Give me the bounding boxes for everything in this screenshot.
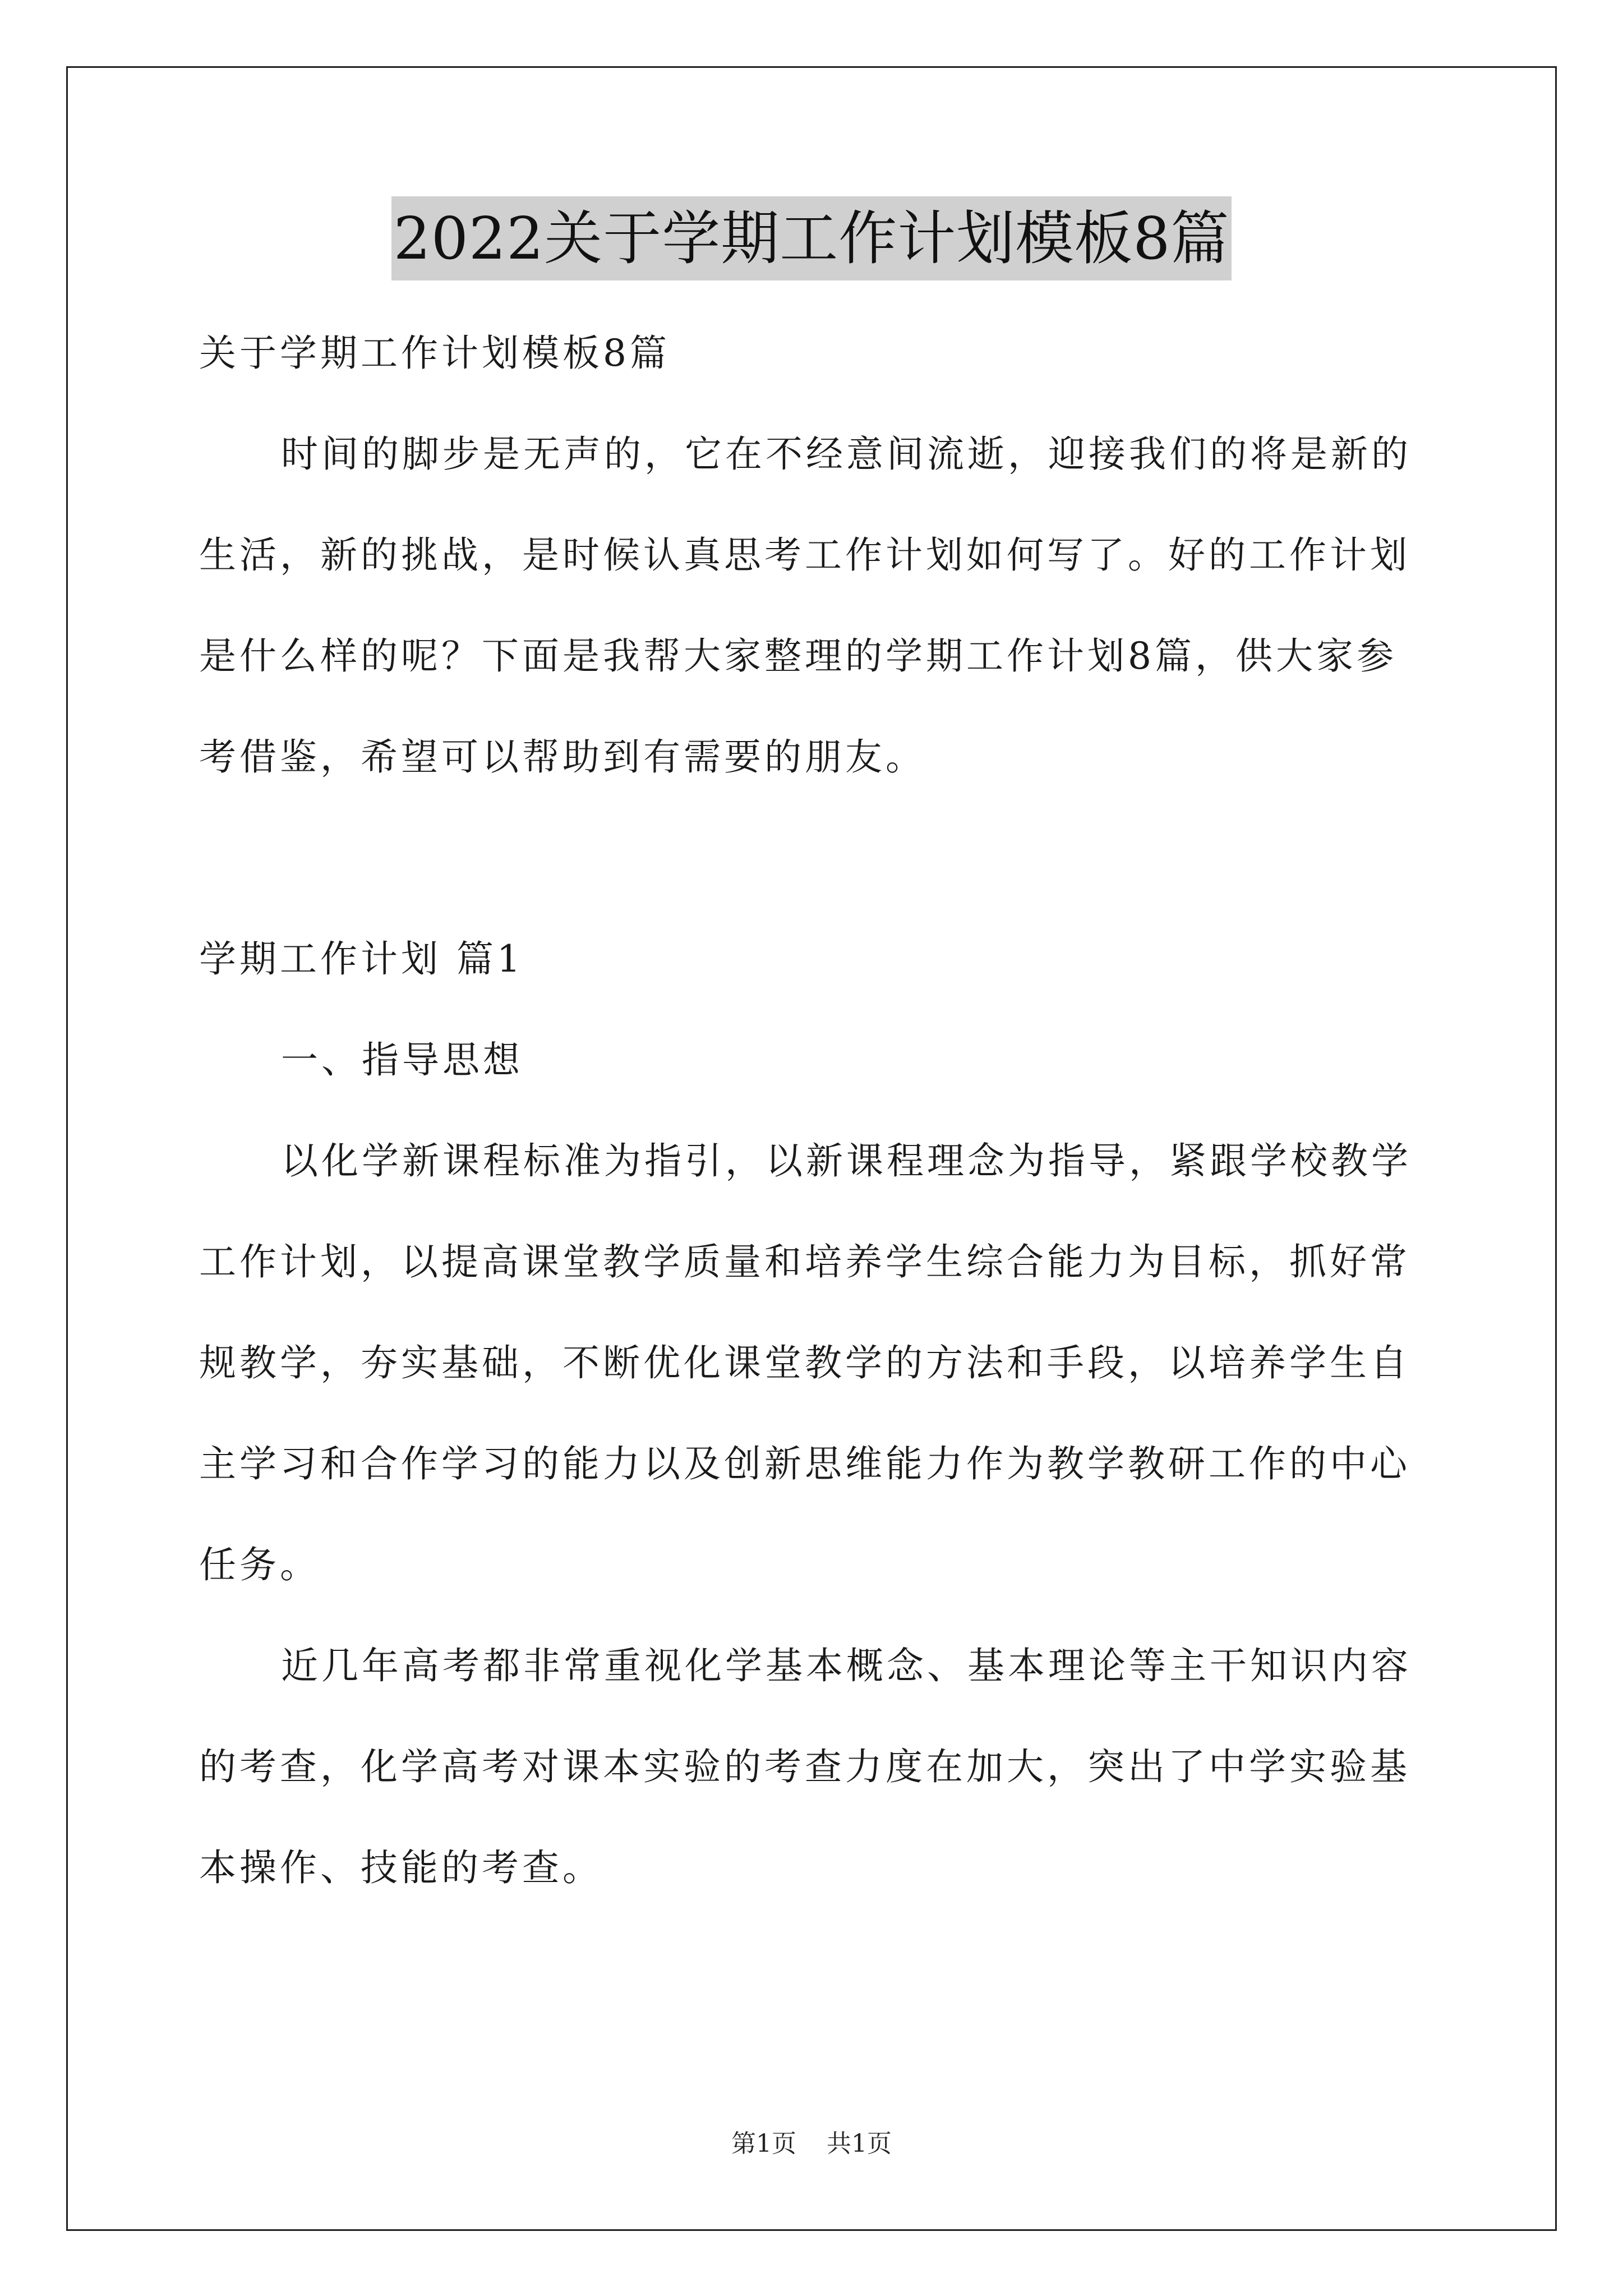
paragraph-line: 工作计划，以提高课堂教学质量和培养学生综合能力为目标，抓好常 [199,1240,1410,1283]
intro-line: 时间的脚步是无声的，它在不经意间流逝，迎接我们的将是新的 [281,432,1412,476]
paragraph-line: 以化学新课程标准为指引，以新课程理念为指导，紧跟学校教学 [281,1139,1412,1182]
section-heading: 学期工作计划 篇1 [199,937,524,981]
paragraph-line: 规教学，夯实基础，不断优化课堂教学的方法和手段，以培养学生自 [199,1341,1410,1384]
document-body [199,303,1433,1918]
paragraph-line: 任务。 [199,1543,320,1586]
subtitle: 关于学期工作计划模板8篇 [199,332,670,375]
paragraph-line: 主学习和合作学习的能力以及创新思维能力作为教学教研工作的中心 [199,1442,1410,1485]
document-title: 2022关于学期工作计划模板8篇 [391,196,1232,280]
intro-line: 是什么样的呢？下面是我帮大家整理的学期工作计划8篇，供大家参 [199,634,1397,678]
subsection-heading: 一、指导思想 [281,1038,523,1082]
paragraph-line: 本操作、技能的考查。 [199,1846,603,1889]
paragraph-gap [199,808,1433,909]
page-number-current: 第1页 [731,2129,796,2158]
intro-line: 生活，新的挑战，是时候认真思考工作计划如何写了。好的工作计划 [199,533,1410,577]
title-container [0,196,1623,280]
paragraph-line: 近几年高考都非常重视化学基本概念、基本理论等主干知识内容 [281,1644,1412,1687]
intro-line: 考借鉴，希望可以帮助到有需要的朋友。 [199,735,926,779]
paragraph-line: 的考查，化学高考对课本实验的考查力度在加大，突出了中学实验基 [199,1745,1410,1788]
page-number-total: 共1页 [827,2129,892,2158]
page-footer [0,2127,1623,2161]
